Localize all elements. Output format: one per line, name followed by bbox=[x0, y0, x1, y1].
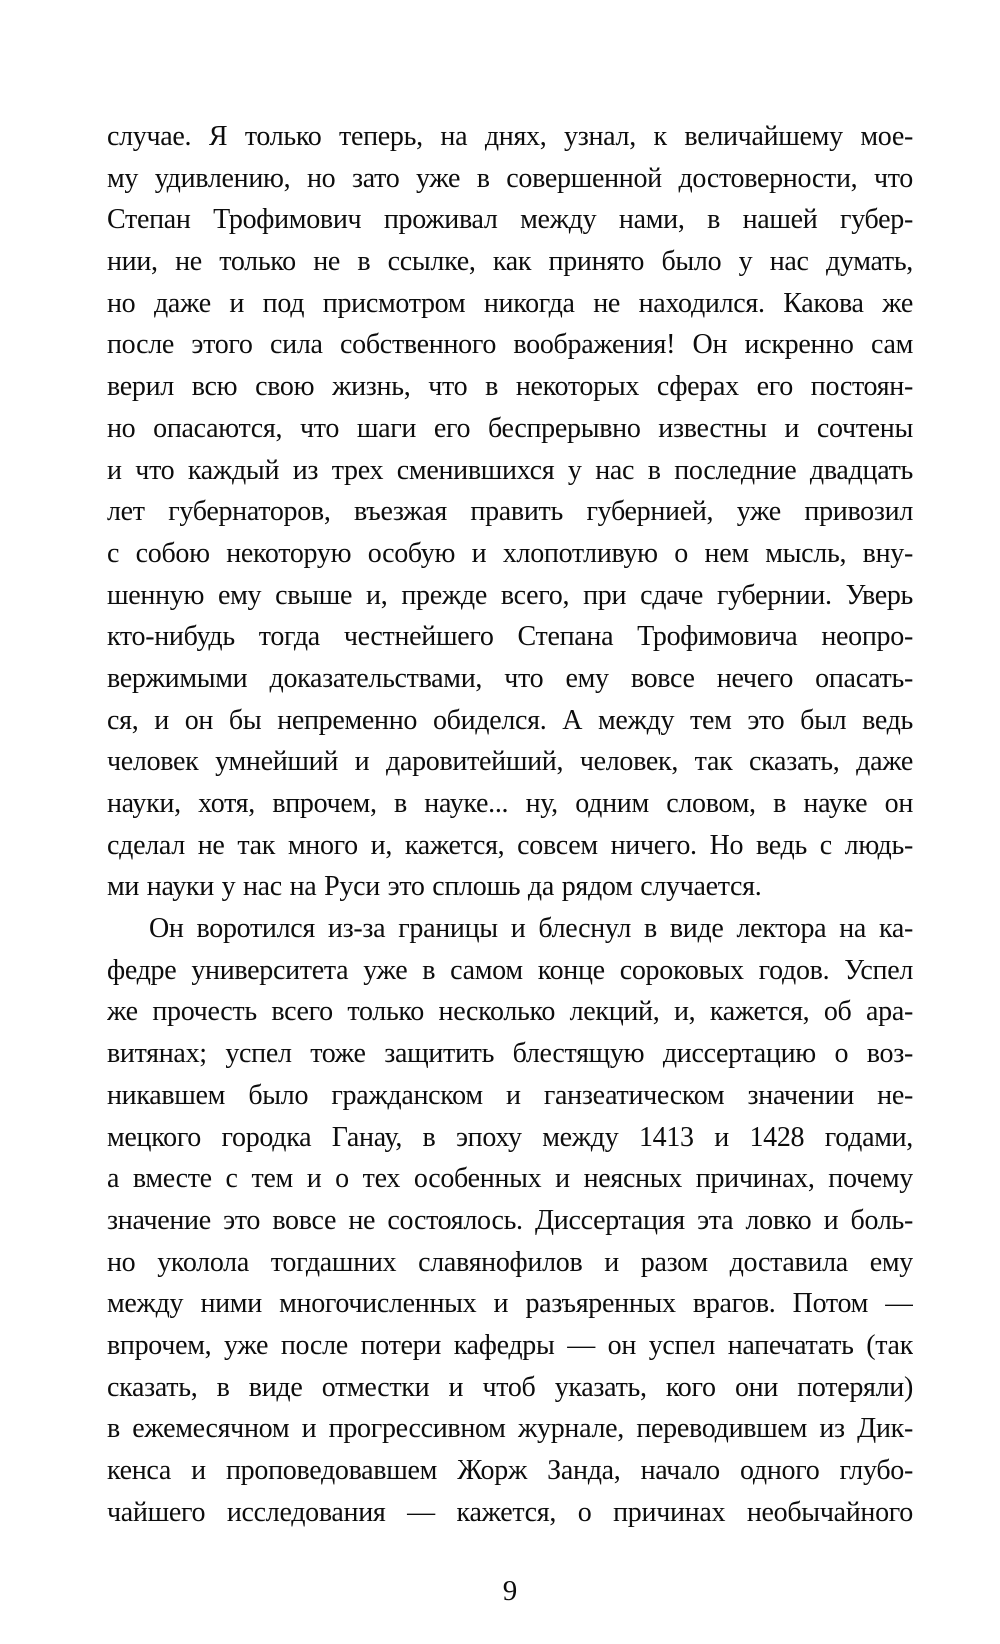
text-line: между ними многочисленных и разъяренных врагов. Потом — bbox=[107, 1288, 913, 1320]
text-line: человек умнейший и даровитейший, человек, так сказать, даже bbox=[107, 746, 913, 778]
text-line: мецкого городка Ганау, в эпоху между 1413 и 1428 годами, bbox=[107, 1121, 913, 1153]
text-line: сказать, в виде отместки и чтоб указать, кого они потеряли) bbox=[107, 1371, 913, 1403]
text-line: му удивлению, но зато уже в совершенной достоверности, что bbox=[107, 162, 913, 194]
text-line: ся, и он бы непременно обиделся. А между тем это был ведь bbox=[107, 704, 913, 736]
text-line: впрочем, уже после потери кафедры — он успел напечатать (так bbox=[107, 1329, 913, 1361]
text-line: ми науки у нас на Руси это сплошь да рядом случается. bbox=[107, 871, 762, 903]
text-line: витянах; успел тоже защитить блестящую диссертацию о воз- bbox=[107, 1038, 913, 1070]
text-line: нии, не только не в ссылке, как принято было у нас думать, bbox=[107, 246, 913, 278]
text-line: чайшего исследования — кажется, о причинах необычайного bbox=[107, 1496, 913, 1528]
text-line: шенную ему свыше и, прежде всего, при сдаче губернии. Уверь bbox=[107, 579, 913, 611]
text-line: в ежемесячном и прогрессивном журнале, переводившем из Дик- bbox=[107, 1413, 913, 1445]
text-line: федре университета уже в самом конце сороковых годов. Успел bbox=[107, 954, 913, 986]
text-line: верил всю свою жизнь, что в некоторых сферах его постоян- bbox=[107, 371, 913, 403]
text-line: кто-нибудь тогда честнейшего Степана Трофимовича неопро- bbox=[107, 621, 913, 653]
page-number: 9 bbox=[502, 1575, 518, 1607]
text-line: но опасаются, что шаги его беспрерывно известны и сочтены bbox=[107, 412, 913, 444]
text-line: же прочесть всего только несколько лекций, и, кажется, об ара- bbox=[107, 996, 913, 1028]
text-line: Степан Трофимович проживал между нами, в нашей губер- bbox=[107, 204, 913, 236]
text-line: случае. Я только теперь, на днях, узнал, к величайшему мое- bbox=[107, 121, 913, 152]
text-line: с собою некоторую особую и хлопотливую о нем мысль, вну- bbox=[107, 537, 913, 569]
text-line: после этого сила собственного воображения! Он искренно сам bbox=[107, 329, 913, 361]
text-line: сделал не так много и, кажется, совсем ничего. Но ведь с людь- bbox=[107, 829, 913, 861]
text-line: но уколола тогдашних славянофилов и разом доставила ему bbox=[107, 1246, 913, 1278]
text-line: лет губернаторов, въезжая править губернией, уже привозил bbox=[107, 496, 913, 528]
text-line: и что каждый из трех сменившихся у нас в последние двадцать bbox=[107, 454, 913, 486]
text-line: кенса и проповедовавшем Жорж Занда, начало одного глубо- bbox=[107, 1455, 913, 1486]
page-text bbox=[107, 116, 913, 1533]
text-line: вержимыми доказательствами, что ему вовсе нечего опасать- bbox=[107, 662, 913, 694]
text-line: но даже и под присмотром никогда не находился. Какова же bbox=[107, 287, 913, 319]
text-line: а вместе с тем и о тех особенных и неясных причинах, почему bbox=[107, 1163, 913, 1195]
text-line: значение это вовсе не состоялось. Диссертация эта ловко и боль- bbox=[107, 1204, 913, 1236]
text-line: Он воротился из-за границы и блеснул в виде лектора на ка- bbox=[149, 913, 913, 945]
text-line: никавшем было гражданском и ганзеатическом значении не- bbox=[107, 1079, 913, 1111]
text-line: науки, хотя, впрочем, в науке... ну, одним словом, в науке он bbox=[107, 788, 913, 819]
